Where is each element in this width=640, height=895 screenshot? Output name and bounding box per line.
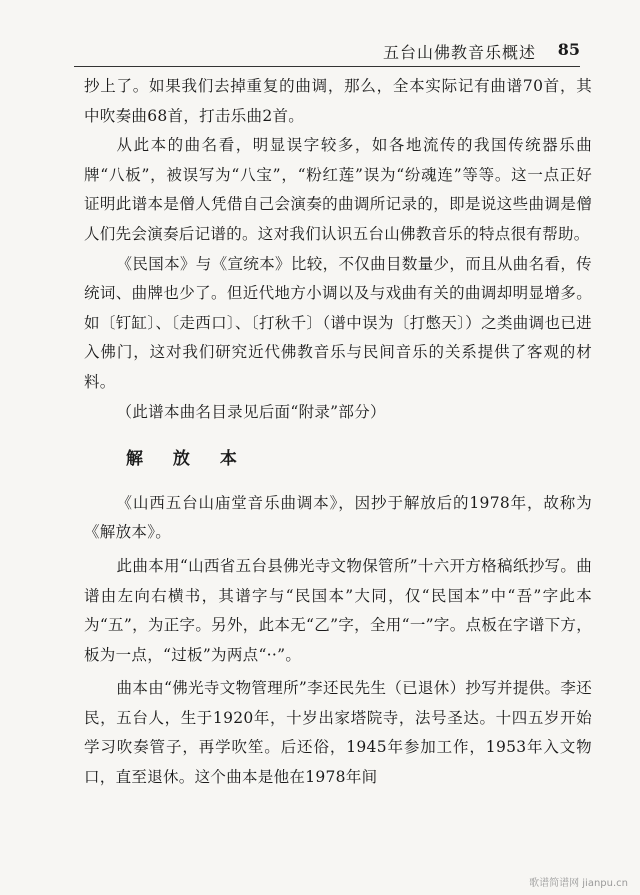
chapter-title: 五台山佛教音乐概述 bbox=[382, 43, 536, 62]
section-heading: 解 放 本 bbox=[126, 449, 249, 470]
paragraph: 从此本的曲名看，明显误字较多，如各地流传的我国传统器乐曲牌“八板”，被误写为“八宝”，“粉红莲”误为“纷魂连”等等。这一点正好证明此谱本是僧人凭借自己会演奏的曲调所记录的，即是说这些曲调是僧人们先会演奏后记谱的。这对我们认识五台山佛教音乐的特点很有帮助。 bbox=[84, 136, 592, 243]
page-number: 85 bbox=[557, 40, 580, 59]
site-watermark: 歌谱简谱网 jianpu.cn bbox=[529, 878, 628, 889]
paragraph: 《民国本》与《宣统本》比较，不仅曲目数量少，而且从曲名看，传统词、曲牌也少了。但近代地方小调以及与戏曲有关的曲调却明显增多。如〔钉缸〕、〔走西口〕、〔打秋千〕（谱中误为〔打憋天〕）之类曲调也已进入佛门，这对我们研究近代佛教音乐与民间音乐的关系提供了客观的材料。 bbox=[84, 254, 592, 391]
paragraph: 抄上了。如果我们去掉重复的曲调，那么，全本实际记有曲谱70首，其中吹奏曲68首，打击乐曲2首。 bbox=[84, 77, 592, 125]
paragraph-note: （此谱本曲名目录见后面“附录”部分） bbox=[116, 402, 386, 421]
body-text bbox=[84, 72, 592, 793]
paragraph: 此曲本用“山西省五台县佛光寺文物保管所”十六开方格稿纸抄写。曲谱由左向右横书，其谱字与“民国本”大同，仅“民国本”中“吾”字此本为“五”，为正字。另外，此本无“乙”字，全用“一”字。点板在字谱下方，板为一点，“过板”为两点“··”。 bbox=[84, 556, 592, 664]
paragraph: 《山西五台山庙堂音乐曲调本》，因抄于解放后的1978年，故称为《解放本》。 bbox=[84, 493, 592, 542]
running-header bbox=[74, 36, 580, 67]
paragraph: 曲本由“佛光寺文物管理所”李还民先生（已退休）抄写并提供。李还民，五台人，生于1920年，十岁出家塔院寺，法号圣达。十四五岁开始学习吹奏管子，再学吹笙。后还俗，1945年参加工作，1953年入文物口，直至退休。这个曲本是他在1978年间 bbox=[84, 679, 592, 787]
